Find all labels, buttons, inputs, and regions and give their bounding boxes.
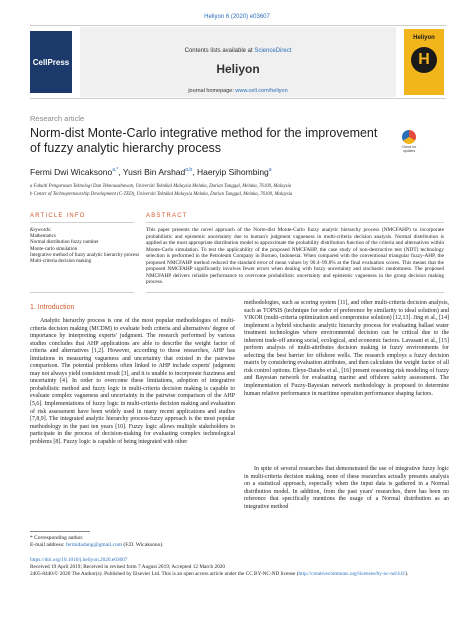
- keywords-label: Keywords:: [30, 228, 52, 233]
- keyword-item: Normal distribution fuzzy number: [30, 240, 99, 246]
- license-link[interactable]: http://creativecommons.org/licenses/by-nc-nd/4.0/: [298, 570, 406, 577]
- license-line: [30, 571, 444, 578]
- keywords-list: [30, 228, 140, 265]
- author-marks[interactable]: a,*: [112, 167, 119, 174]
- heliyon-logo: [404, 29, 444, 95]
- body-paragraph: methodologies, such as scoring system [11], and other multi-criteria decision analysis, such as TOPSIS (technique for order of preference by similarity to ideal solution) and VIKOR (multi-criteria optimization and compromise solution) [12,13]. Jing et al., [14] implement a hybrid stochastic analytic hierarchy process for evaluating ballast water treatment technologies where environmental decision can be critical due to the inherent trade-off among social, ecological, and economic factors. Lavasani et al., [15] perform analysis of multi-attributes decision making in fuzzy environments for selecting the best barrier for offshore wells. The research employs a fuzzy decision matrix by considering evaluation attributes, and then calculates the weight factor of all risk control options. Eleye-Datubo et al., [16] present reasoning risk modeling of fuzzy and Bayesian network for evaluating marine and offshore safety assessment. The implementation of Fuzzy-Bayesian network methodology is proposed to determine human relative performance in maritime operation performance shaping factors.: [244, 300, 449, 397]
- homepage-line: [80, 88, 396, 94]
- doi-link[interactable]: https://doi.org/10.1016/j.heliyon.2020.e03607: [30, 557, 128, 563]
- author-separator: ,: [118, 167, 123, 177]
- sciencedirect-link[interactable]: ScienceDirect: [254, 48, 292, 54]
- email-label: E-mail address:: [30, 542, 66, 548]
- email-line: [30, 542, 444, 549]
- article-type: Research article: [30, 114, 85, 123]
- affiliation-a: a Fakulti Pengurusan Teknologi Dan Teknousahawan, Universiti Teknikal Malaysia Melaka, Durian Tunggal, Melaka, 76100, Malaysia: [30, 184, 292, 189]
- abstract-heading: ABSTRACT: [146, 213, 188, 219]
- body-paragraph: In spite of several researches that demonstrated the use of integrative fuzzy logic in multi-criteria decision making, none of these researches actually presents analysis on a statistical approach, especially when the input data is gathered in a Normal distribution model. In addition, from the past years' researches, there has been no reference that specifically mentions the usage of a Normal distribution as an integrative method: [244, 466, 449, 510]
- article-info-heading: ARTICLE INFO: [30, 213, 86, 219]
- author-name[interactable]: Yusri Bin Arshad: [122, 167, 186, 177]
- body-paragraph: Analytic hierarchy process is one of the most popular methodologies of multi-criteria decision making (MCDM) to evaluate both criteria and alternatives' degree of importance by interpreting experts' judgment. The research performed by various studies concludes that AHP applications are able to describe the weight factor of criteria and alternatives [1,2]. However, according to those researches, AHP has limitations in measuring vagueness and uncertainty that existed in the pairwise comparison. The potential problems often linked to AHP include experts' judgment may not always yield consistent result [3], and it is unable to incorporate fuzziness and uncertainty [4]. In order to overcome these limitations, adoption of integrative probabilistic method and fuzzy logic in multi-criteria decision making is capable to evaluate complex vagueness and uncertainty in the pairwise comparison of the AHP [5,6]. Implementations of fuzzy logic in multi-criteria decision making and evaluation of risk assessment have been widely used in many recent applications and studies [7,8,9]. The integrated analytic hierarchy process-fuzzy approach is the most popular methodology in the past ten years [10]. Fuzzy logic allows multiple stakeholders to participate in the process of decision-making for evaluating complex technological problems [8]. Fuzzy logic is capable of being integrated with other: [30, 318, 235, 445]
- license-prefix: 2405-8440/© 2020 The Author(s). Published by Elsevier Ltd. This is an open access article under the CC BY-NC-ND license (: [30, 570, 299, 577]
- corresponding-author-note: * Corresponding author.: [30, 535, 84, 541]
- keyword-item: Mathematics: [30, 234, 56, 240]
- contents-prefix: Contents lists available at: [184, 48, 255, 54]
- check-updates-label: Check for updates: [401, 145, 417, 153]
- contents-line: [80, 48, 396, 54]
- footnote-divider: [30, 531, 90, 532]
- author-name[interactable]: Haeryip Sihombing: [196, 167, 269, 177]
- article-footer: [30, 557, 444, 578]
- heliyon-logo-text: Heliyon: [413, 35, 435, 41]
- email-suffix: (F.D. Wicaksono).: [121, 542, 164, 548]
- keyword-item: Multi-criteria decision making: [30, 259, 92, 265]
- abstract-body: This paper presents the novel approach of the Norm-dist Monte-Carlo fuzzy analytic hierarchy process (NMCFAHP) to incorporate probabilistic and epistemic uncertainty due to human's judgment vagueness in multi-criteria decision analysis. Normal distribution is applied as the most appropriate distribution model to approximate the probability distribution function of the criteria and alternatives within Monte-Carlo simulation. To test the applicability of the proposed NMCFAHP, the case study of non-destructive test (NDT) technology selection is performed in the Petroleum Company in Borneo, Indonesia. When compared with the conventional triangular fuzzy-AHP, the proposed NMCFAHP method reduced the standard error of mean values by 90.4–99.8% at the final evaluation scores. This means that the proposed NMCFAHP significantly involves fewer errors when dealing with fuzzy uncertainty and stochastic randomness. The proposed NMCFAHP delivers reliable performance to overcome probabilistic uncertainty and epistemic vagueness in the group decision making process.: [146, 227, 444, 285]
- author-marks[interactable]: a,b: [185, 167, 193, 174]
- homepage-prefix: journal homepage:: [188, 88, 236, 94]
- divider: [146, 292, 444, 293]
- footnote: [30, 535, 444, 549]
- affiliation-b: b Center of Technopreneurship Development (C-TED), Universiti Teknikal Malaysia Melaka, Durian Tunggal, Melaka, 76100, Malaysia: [30, 192, 293, 197]
- introduction-heading: 1. Introduction: [30, 304, 75, 311]
- received-dates: Received 19 April 2019; Received in revised form 7 August 2019; Accepted 12 March 2020: [30, 563, 226, 570]
- check-updates-icon: [402, 130, 416, 144]
- journal-name: Heliyon: [216, 62, 260, 76]
- keyword-item: Integrative method of fuzzy analytic hierarchy process: [30, 252, 140, 258]
- divider: [30, 222, 134, 223]
- homepage-link[interactable]: www.cell.com/heliyon: [235, 88, 288, 94]
- keyword-item: Monte-carlo simulation: [30, 246, 78, 252]
- author-separator: ,: [192, 167, 197, 177]
- email-link[interactable]: fermidadang@gmail.com: [65, 542, 122, 548]
- cellpress-logo: CellPress: [30, 31, 72, 93]
- license-suffix: ).: [405, 570, 409, 577]
- author-name[interactable]: Fermi Dwi Wicaksono: [30, 167, 113, 177]
- journal-reference[interactable]: Heliyon 6 (2020) e03607: [204, 14, 270, 20]
- divider: [146, 222, 444, 223]
- author-list: [30, 167, 272, 177]
- divider: [30, 292, 134, 293]
- article-title: Norm-dist Monte-Carlo integrative method for the improvement of fuzzy analytic hierarchy process: [30, 126, 378, 155]
- check-for-updates-button[interactable]: [400, 130, 418, 160]
- heliyon-logo-icon: H: [411, 47, 437, 73]
- author-marks[interactable]: a: [268, 167, 272, 174]
